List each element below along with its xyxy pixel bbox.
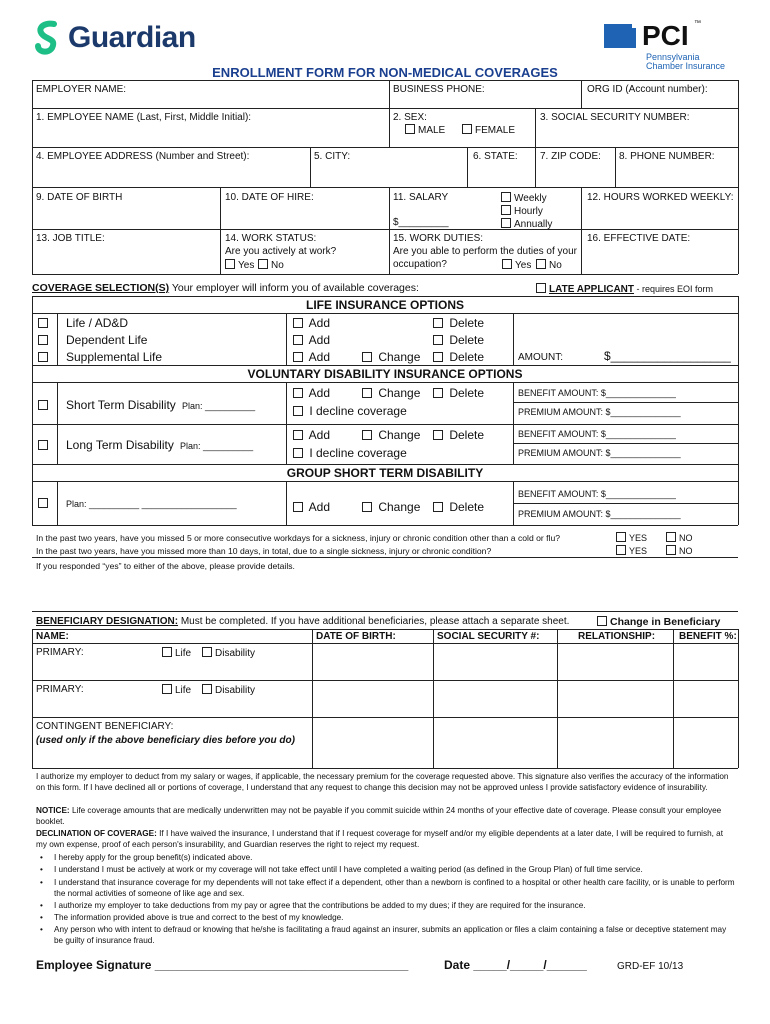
change-in-beneficiary-option[interactable] <box>597 616 720 628</box>
std-premium-amount-field[interactable]: PREMIUM AMOUNT: $______________ <box>518 407 681 417</box>
beneficiary-col-ssn: SOCIAL SECURITY #: <box>437 631 540 642</box>
group-std-plan-field[interactable]: Plan: __________ ___________________ <box>66 499 237 509</box>
supp-life-change-checkbox[interactable] <box>362 352 372 362</box>
annually-label: Annually <box>514 219 553 230</box>
bullet-text: • The information provided above is true and correct to the best of my knowledge. <box>54 913 344 922</box>
std-change-checkbox[interactable] <box>362 388 372 398</box>
guardian-logo <box>34 20 234 56</box>
form-title: ENROLLMENT FORM FOR NON-MEDICAL COVERAGES <box>212 65 558 80</box>
ltd-add-option[interactable] <box>293 428 330 442</box>
amount-field[interactable]: $__________________ <box>604 349 731 363</box>
ltd-delete-option[interactable] <box>433 428 484 442</box>
group-std-change-checkbox[interactable] <box>362 502 372 512</box>
group-std-delete-checkbox[interactable] <box>433 502 443 512</box>
life-add-checkbox[interactable] <box>293 318 303 328</box>
life-label: Life <box>175 648 192 659</box>
life-delete-option[interactable] <box>433 316 484 330</box>
female-label: FEMALE <box>475 125 516 136</box>
beneficiary-col-name: NAME: <box>36 631 69 642</box>
declination-text <box>36 829 736 850</box>
male-label: MALE <box>418 125 446 136</box>
primary-2-life-checkbox[interactable] <box>162 684 172 694</box>
work-duties-no-checkbox[interactable] <box>536 259 546 269</box>
missed-work-question-1: In the past two years, have you missed 5 or more consecutive workdays for a sickness, injury or chronic condition other than a cold or flu? <box>36 533 560 543</box>
declination-body: If I have waived the insurance, I understand that if I request coverage for myself and/or my eligible dependents at a later date, I will be required to furnish, at my own expense, proof of each person's insurability, and Guardian reserves the right to reject my request. <box>36 829 724 849</box>
std-add-checkbox[interactable] <box>293 388 303 398</box>
details-field[interactable]: If you responded “yes” to either of the above, please provide details. <box>36 561 295 571</box>
delete-label: Delete <box>449 333 485 347</box>
q2-no-option[interactable] <box>666 545 693 557</box>
sex-female-option[interactable] <box>462 124 515 137</box>
coverage-heading-note: Your employer will inform you of available coverages: <box>169 282 419 294</box>
no-label: No <box>271 260 284 271</box>
supp-life-delete-checkbox[interactable] <box>433 352 443 362</box>
q1-no-checkbox[interactable] <box>666 532 676 542</box>
salary-weekly-option[interactable] <box>501 192 547 205</box>
work-status-question: Are you actively at work? <box>225 246 337 257</box>
hourly-checkbox[interactable] <box>501 205 511 215</box>
ltd-change-checkbox[interactable] <box>362 430 372 440</box>
ssn-field[interactable]: 3. SOCIAL SECURITY NUMBER: <box>540 112 690 123</box>
beneficiary-col-benefit: BENEFIT %: <box>679 631 737 642</box>
group-std-delete-option[interactable] <box>433 500 484 514</box>
yes-label: Yes <box>515 260 532 271</box>
sex-male-option[interactable] <box>405 124 445 137</box>
no-label: NO <box>679 546 693 556</box>
supp-life-add-option[interactable] <box>293 350 330 364</box>
hourly-label: Hourly <box>514 206 543 217</box>
primary-2-disability-checkbox[interactable] <box>202 684 212 694</box>
pci-subtitle-2: Chamber Insurance <box>646 61 726 71</box>
change-in-beneficiary-label: Change in Beneficiary <box>610 616 721 628</box>
ltd-benefit-amount-field[interactable]: BENEFIT AMOUNT: $______________ <box>518 429 676 439</box>
dependent-life-checkbox-row[interactable] <box>38 335 48 345</box>
sex-label: 2. SEX: <box>393 112 427 123</box>
q2-yes-checkbox[interactable] <box>616 545 626 555</box>
std-delete-checkbox[interactable] <box>433 388 443 398</box>
ltd-add-checkbox[interactable] <box>293 430 303 440</box>
salary-annually-option[interactable] <box>501 218 552 231</box>
disability-label: Disability <box>215 685 256 696</box>
guardian-logo-mark-icon <box>34 20 64 56</box>
notice-label: NOTICE: <box>36 806 70 815</box>
amount-label: AMOUNT: <box>518 352 563 363</box>
std-label: Short Term Disability <box>66 398 176 412</box>
female-checkbox[interactable] <box>462 124 472 134</box>
supp-life-add-checkbox[interactable] <box>293 352 303 362</box>
add-label: Add <box>308 386 331 400</box>
life-add-checkbox-row[interactable] <box>38 318 48 328</box>
declination-label: DECLINATION OF COVERAGE: <box>36 829 157 838</box>
work-status-label: 14. WORK STATUS: <box>225 233 317 244</box>
std-decline-checkbox[interactable] <box>293 406 303 416</box>
std-change-option[interactable] <box>362 386 420 400</box>
job-title-field[interactable]: 13. JOB TITLE: <box>36 233 105 244</box>
primary-2-disability-option[interactable] <box>202 684 255 697</box>
work-status-no-checkbox[interactable] <box>258 259 268 269</box>
q2-no-checkbox[interactable] <box>666 545 676 555</box>
primary-1-life-checkbox[interactable] <box>162 647 172 657</box>
late-applicant-checkbox[interactable] <box>536 283 546 293</box>
work-duties-question-2: occupation? <box>393 259 447 270</box>
annually-checkbox[interactable] <box>501 218 511 228</box>
work-status-yes-option[interactable] <box>225 259 254 272</box>
beneficiary-col-relationship: RELATIONSHIP: <box>578 631 656 642</box>
no-label: No <box>549 260 562 271</box>
work-status-no-option[interactable] <box>258 259 284 272</box>
bullet-item <box>40 878 736 899</box>
q1-yes-option[interactable] <box>616 532 647 544</box>
ltd-decline-option[interactable] <box>293 446 407 460</box>
q1-yes-checkbox[interactable] <box>616 532 626 542</box>
pci-subtitle-1: Pennsylvania <box>646 52 700 62</box>
bullet-text: • I hereby apply for the group benefit(s) indicated above. <box>54 853 253 862</box>
weekly-label: Weekly <box>514 193 547 204</box>
add-label: Add <box>308 316 331 330</box>
supplemental-life-label: Supplemental Life <box>66 350 163 364</box>
life-ad-d-label: Life / AD&D <box>66 316 129 330</box>
dependent-life-label: Dependent Life <box>66 333 148 347</box>
group-std-checkbox[interactable] <box>38 498 48 508</box>
change-label: Change <box>378 500 421 514</box>
primary-2-field[interactable]: PRIMARY: <box>36 684 84 695</box>
phone-field[interactable]: 8. PHONE NUMBER: <box>619 151 715 162</box>
std-plan-field[interactable]: Plan: __________ <box>182 401 256 411</box>
delete-label: Delete <box>449 500 485 514</box>
life-delete-checkbox[interactable] <box>433 318 443 328</box>
group-std-add-option[interactable] <box>293 500 330 514</box>
contingent-beneficiary-note: (used only if the above beneficiary dies before you do) <box>36 735 295 746</box>
life-add-option[interactable] <box>293 316 330 330</box>
add-label: Add <box>308 350 331 364</box>
work-status-yes-checkbox[interactable] <box>225 259 235 269</box>
beneficiary-heading <box>36 616 569 628</box>
primary-1-field[interactable]: PRIMARY: <box>36 647 84 658</box>
bullet-item <box>40 925 736 946</box>
salary-amount-field[interactable]: $_________ <box>393 217 449 228</box>
supp-life-change-option[interactable] <box>362 350 420 364</box>
add-label: Add <box>308 428 331 442</box>
dep-life-add-checkbox[interactable] <box>293 335 303 345</box>
salary-hourly-option[interactable] <box>501 205 543 218</box>
delete-label: Delete <box>449 386 485 400</box>
delete-label: Delete <box>449 350 485 364</box>
bullet-item <box>40 901 736 912</box>
org-id-field[interactable]: ORG ID (Account number): <box>587 84 708 95</box>
coverage-heading-label: COVERAGE SELECTION(S) <box>32 282 170 294</box>
business-phone-field[interactable]: BUSINESS PHONE: <box>393 84 485 95</box>
primary-1-disability-option[interactable] <box>202 647 255 660</box>
no-label: NO <box>679 533 693 543</box>
yes-label: YES <box>629 546 648 556</box>
date-of-birth-field[interactable]: 9. DATE OF BIRTH <box>36 192 123 203</box>
employee-address-field[interactable]: 4. EMPLOYEE ADDRESS (Number and Street): <box>36 151 250 162</box>
ltd-decline-checkbox[interactable] <box>293 448 303 458</box>
hours-worked-field[interactable]: 12. HOURS WORKED WEEKLY: <box>587 192 734 203</box>
signature-date-field[interactable]: Date _____/_____/______ <box>444 958 587 972</box>
primary-1-disability-checkbox[interactable] <box>202 647 212 657</box>
decline-label: I decline coverage <box>309 446 407 460</box>
life-label: Life <box>175 685 192 696</box>
notice-text <box>36 806 736 827</box>
disability-label: Disability <box>215 648 256 659</box>
decline-label: I decline coverage <box>309 404 407 418</box>
bullet-item <box>40 865 736 876</box>
guardian-logo-text: Guardian <box>68 21 196 54</box>
salary-label: 11. SALARY <box>393 192 449 203</box>
std-benefit-amount-field[interactable]: BENEFIT AMOUNT: $______________ <box>518 388 676 398</box>
supplemental-life-checkbox-row[interactable] <box>38 352 48 362</box>
change-label: Change <box>378 386 421 400</box>
pennsylvania-map-icon <box>602 22 638 50</box>
notice-body: Life coverage amounts that are medically underwritten may not be payable if you commit suicide within 24 months of your effective date of coverage. Please consult your employee booklet. <box>36 806 722 826</box>
work-duties-label: 15. WORK DUTIES: <box>393 233 484 244</box>
ltd-change-option[interactable] <box>362 428 420 442</box>
work-duties-yes-checkbox[interactable] <box>502 259 512 269</box>
dep-life-delete-checkbox[interactable] <box>433 335 443 345</box>
bullet-text: • I authorize my employer to take deductions from my pay or agree that the contributions be added to my dues; if they are required for the insurance. <box>54 901 586 910</box>
late-applicant-label: LATE APPLICANT <box>549 284 634 295</box>
std-add-option[interactable] <box>293 386 330 400</box>
beneficiary-col-dob: DATE OF BIRTH: <box>316 631 396 642</box>
ltd-checkbox[interactable] <box>38 440 48 450</box>
state-field[interactable]: 6. STATE: <box>473 151 518 162</box>
yes-label: YES <box>629 533 648 543</box>
add-label: Add <box>308 333 331 347</box>
change-label: Change <box>378 350 421 364</box>
std-delete-option[interactable] <box>433 386 484 400</box>
change-in-beneficiary-checkbox[interactable] <box>597 616 607 626</box>
bullet-item <box>40 913 736 924</box>
q1-no-option[interactable] <box>666 532 693 544</box>
life-insurance-heading: LIFE INSURANCE OPTIONS <box>305 298 464 312</box>
missed-work-question-2: In the past two years, have you missed more than 10 days, in total, due to a single sickness, injury or chronic condition? <box>36 546 492 556</box>
male-checkbox[interactable] <box>405 124 415 134</box>
form-code: GRD-EF 10/13 <box>617 961 684 972</box>
group-std-change-option[interactable] <box>362 500 420 514</box>
primary-2-life-option[interactable] <box>162 684 191 697</box>
std-checkbox[interactable] <box>38 400 48 410</box>
ltd-premium-amount-field[interactable]: PREMIUM AMOUNT: $______________ <box>518 448 681 458</box>
work-duties-no-option[interactable] <box>536 259 562 272</box>
employee-signature-field[interactable]: Employee Signature ______________________________________ <box>36 958 409 972</box>
group-std-benefit-amount-field[interactable]: BENEFIT AMOUNT: $______________ <box>518 489 676 499</box>
contingent-beneficiary-field[interactable]: CONTINGENT BENEFICIARY: <box>36 721 174 732</box>
supp-life-delete-option[interactable] <box>433 350 484 364</box>
late-applicant-option[interactable] <box>536 283 713 296</box>
bullet-text: • Any person who with intent to defraud or knowing that he/she is facilitating a fraud against an insurer, submits an application or files a claim containing a false or deceptive statement may be guilty of insurance fraud. <box>54 925 727 945</box>
bullet-item <box>40 853 736 864</box>
bullet-text: • I understand that insurance coverage for my dependents will not take effect if a dependent, other than a newborn is confined to a hospital or other health care facility, or is unable to perform the normal activities of someone of like age and sex. <box>54 878 735 898</box>
late-applicant-note: - requires EOI form <box>634 284 714 294</box>
group-std-heading: GROUP SHORT TERM DISABILITY <box>286 466 484 480</box>
add-label: Add <box>308 500 331 514</box>
beneficiary-heading-note: Must be completed. If you have additional beneficiaries, please attach a separate sheet. <box>178 616 570 627</box>
work-duties-yes-option[interactable] <box>502 259 531 272</box>
primary-1-life-option[interactable] <box>162 647 191 660</box>
beneficiary-heading-label: BENEFICIARY DESIGNATION: <box>36 616 179 627</box>
authorization-text: I authorize my employer to deduct from my salary or wages, if applicable, the necessary premium for the coverage requested above. This signature also verifies the accuracy of the information on this form. If I have declined all or portions of coverage, I understand that any request to change this decision may not be approved unless I provide satisfactory evidence of insurability. <box>36 772 729 792</box>
pci-trademark: ™ <box>694 20 701 27</box>
delete-label: Delete <box>449 316 485 330</box>
work-duties-question-1: Are you able to perform the duties of your <box>393 246 577 257</box>
weekly-checkbox[interactable] <box>501 192 511 202</box>
delete-label: Delete <box>449 428 485 442</box>
dep-life-add-option[interactable] <box>293 333 330 347</box>
ltd-label: Long Term Disability <box>66 438 174 452</box>
std-decline-option[interactable] <box>293 404 407 418</box>
yes-label: Yes <box>238 260 255 271</box>
employer-name-field[interactable]: EMPLOYER NAME: <box>36 84 127 95</box>
coverage-heading <box>32 282 419 294</box>
q2-yes-option[interactable] <box>616 545 647 557</box>
change-label: Change <box>378 428 421 442</box>
employee-name-field[interactable]: 1. EMPLOYEE NAME (Last, First, Middle Initial): <box>36 112 252 123</box>
pci-logo-text: PCI <box>642 20 689 51</box>
dep-life-delete-option[interactable] <box>433 333 484 347</box>
group-std-add-checkbox[interactable] <box>293 502 303 512</box>
city-field[interactable]: 5. CITY: <box>314 151 351 162</box>
voluntary-disability-heading: VOLUNTARY DISABILITY INSURANCE OPTIONS <box>247 367 523 381</box>
date-of-hire-field[interactable]: 10. DATE OF HIRE: <box>225 192 314 203</box>
bullet-text: • I understand I must be actively at work or my coverage will not take effect until I have completed a waiting period (as defined in the Group Plan) of full time service. <box>54 865 643 874</box>
ltd-plan-field[interactable]: Plan: __________ <box>180 441 254 451</box>
ltd-delete-checkbox[interactable] <box>433 430 443 440</box>
effective-date-field[interactable]: 16. EFFECTIVE DATE: <box>587 233 691 244</box>
zip-field[interactable]: 7. ZIP CODE: <box>540 151 601 162</box>
group-std-premium-amount-field[interactable]: PREMIUM AMOUNT: $______________ <box>518 509 681 519</box>
